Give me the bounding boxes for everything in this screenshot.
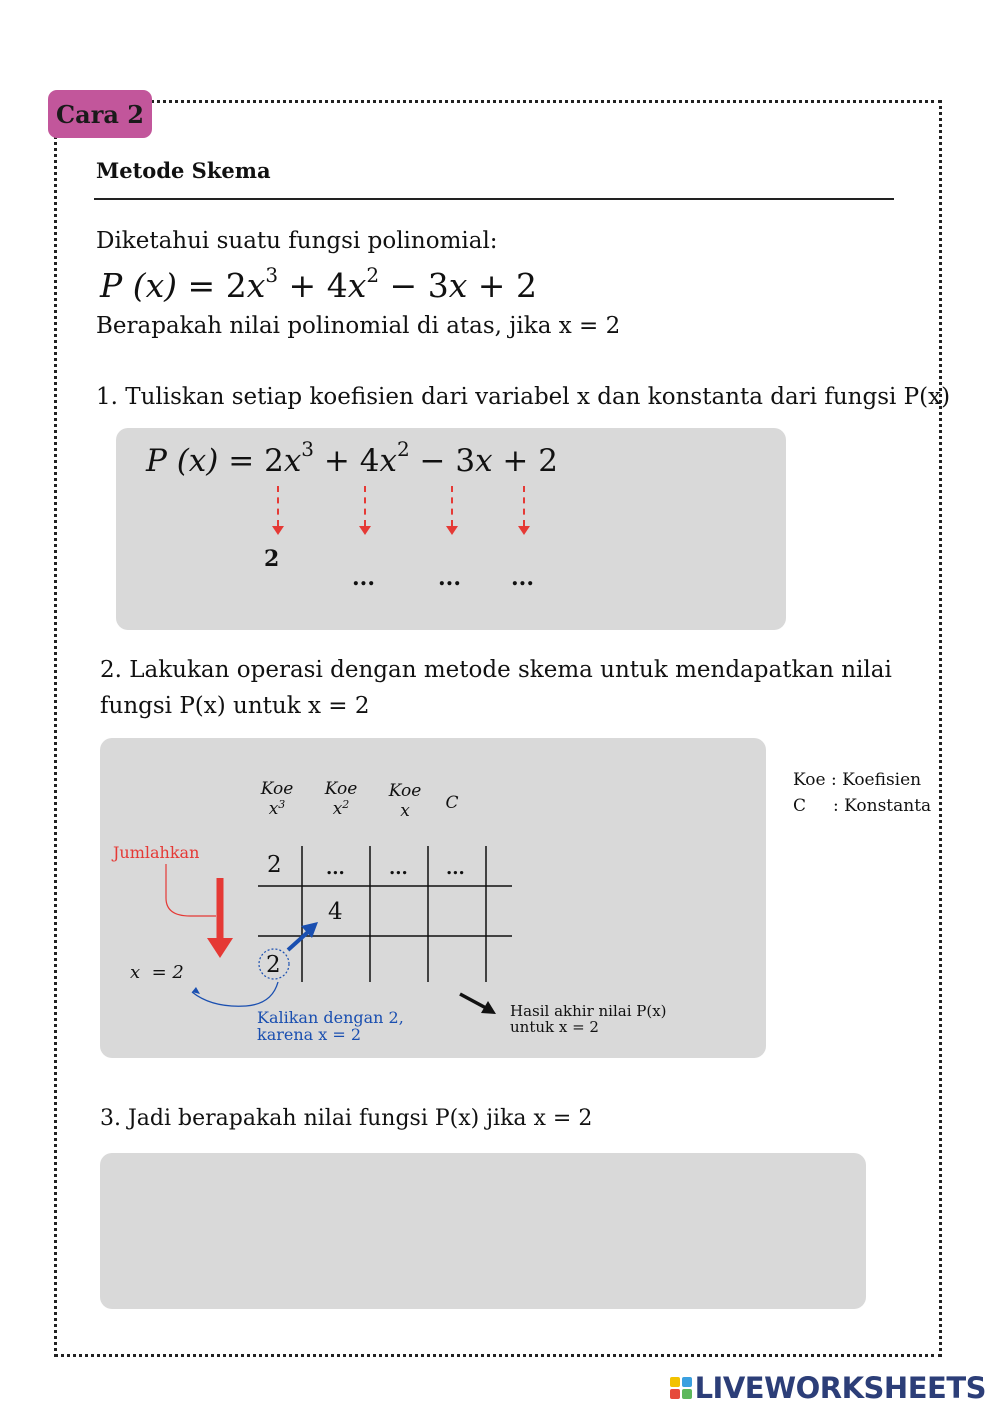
intro-text: Diketahui suatu fungsi polinomial: bbox=[96, 228, 498, 254]
section-title: Metode Skema bbox=[96, 158, 271, 183]
kalikan-note-line2: karena x = 2 bbox=[257, 1025, 362, 1044]
s1-t2-var: x bbox=[379, 443, 397, 479]
step3-instruction: 3. Jadi berapakah nilai fungsi P(x) jika x = 2 bbox=[100, 1106, 593, 1131]
row1-coef-x3: 2 bbox=[267, 852, 282, 878]
coef-x3-value: 2 bbox=[264, 546, 280, 572]
header-x2-exp: 2 bbox=[342, 798, 350, 811]
formula-t3-var: x bbox=[448, 266, 468, 305]
step2-instruction-line1: 2. Lakukan operasi dengan metode skema untuk mendapatkan nilai bbox=[100, 657, 892, 683]
step3-answer-box[interactable] bbox=[100, 1153, 866, 1309]
legend-konstanta: C : Konstanta bbox=[793, 796, 932, 816]
liveworksheets-logo bbox=[670, 1371, 986, 1405]
step2-instruction-line2: fungsi P(x) untuk x = 2 bbox=[100, 693, 370, 719]
dashed-arrow-4 bbox=[523, 486, 525, 526]
formula-t3-coef: 3 bbox=[427, 266, 449, 305]
formula-t2-exp: 2 bbox=[366, 263, 380, 287]
formula-op3: + bbox=[467, 266, 516, 305]
dashed-arrow-1-head bbox=[272, 526, 284, 535]
hasil-note bbox=[510, 1003, 667, 1035]
formula-t4: 2 bbox=[515, 266, 537, 305]
row1-constant-blank[interactable]: ... bbox=[446, 858, 465, 879]
formula-t2-coef: 4 bbox=[326, 266, 348, 305]
coef-x-blank[interactable]: ... bbox=[438, 565, 461, 591]
logo-square-green bbox=[682, 1389, 692, 1399]
row1-coef-x-blank[interactable]: ... bbox=[389, 858, 408, 879]
header-x3-exp: 3 bbox=[278, 798, 286, 811]
s1-t3-var: x bbox=[475, 443, 493, 479]
step1-instruction: 1. Tuliskan setiap koefisien dari variabel x dan konstanta dari fungsi P(x) bbox=[96, 384, 951, 410]
multiply-arrow-shaft bbox=[288, 932, 308, 950]
formula-t1-coef: 2 bbox=[225, 266, 247, 305]
method-badge: Cara 2 bbox=[48, 90, 152, 138]
logo-text: LIVEWORKSHEETS bbox=[694, 1371, 986, 1405]
formula-t2-var: x bbox=[347, 266, 367, 305]
s1-t3-coef: 3 bbox=[455, 443, 476, 479]
s1-t2-coef: 4 bbox=[359, 443, 380, 479]
s1-lhs: P (x) = bbox=[146, 443, 265, 479]
formula-t1-var: x bbox=[246, 266, 266, 305]
logo-square-yellow bbox=[670, 1377, 680, 1387]
polynomial-formula bbox=[100, 263, 537, 305]
jumlahkan-curve bbox=[166, 864, 216, 916]
dashed-arrow-4-head bbox=[518, 526, 530, 535]
formula-lhs: P (x) = bbox=[100, 266, 226, 305]
sum-arrow-head bbox=[207, 938, 233, 958]
hasil-note-line2: untuk x = 2 bbox=[510, 1018, 599, 1036]
header-koe-x3-top: Koe bbox=[260, 779, 294, 799]
legend-koefisien: Koe : Koefisien bbox=[793, 770, 922, 790]
logo-grid-icon bbox=[670, 1377, 692, 1399]
s1-t1-var: x bbox=[283, 443, 302, 479]
dashed-arrow-3-head bbox=[446, 526, 458, 535]
s1-t1-exp: 3 bbox=[301, 437, 315, 461]
s1-op3: + bbox=[492, 443, 539, 479]
jumlahkan-label: Jumlahkan bbox=[113, 843, 200, 862]
dashed-arrow-2-head bbox=[359, 526, 371, 535]
logo-square-red bbox=[670, 1389, 680, 1399]
kalikan-note-line1: Kalikan dengan 2, bbox=[257, 1008, 404, 1027]
dashed-arrow-1 bbox=[277, 486, 279, 526]
coef-x2-blank[interactable]: ... bbox=[352, 565, 375, 591]
header-x3-var: x bbox=[268, 799, 279, 819]
header-koe-x2-top: Koe bbox=[324, 779, 358, 799]
header-constant: C bbox=[445, 793, 459, 813]
kalikan-note bbox=[257, 1009, 404, 1043]
formula-t1-exp: 3 bbox=[265, 263, 279, 287]
s1-op2: − bbox=[409, 443, 456, 479]
header-x2-var: x bbox=[332, 799, 343, 819]
row2-value: 4 bbox=[328, 899, 343, 925]
step1-formula bbox=[146, 437, 558, 479]
result-arrow-shaft bbox=[460, 994, 486, 1008]
formula-op1: + bbox=[278, 266, 327, 305]
s1-t4: 2 bbox=[538, 443, 558, 479]
s1-t1-coef: 2 bbox=[264, 443, 284, 479]
header-koe-x-top: Koe bbox=[388, 781, 422, 801]
row1-coef-x2-blank[interactable]: ... bbox=[326, 858, 345, 879]
s1-t2-exp: 2 bbox=[396, 437, 410, 461]
x-equals-label: x = 2 bbox=[130, 962, 184, 983]
dashed-arrow-2 bbox=[364, 486, 366, 526]
title-divider bbox=[94, 198, 894, 200]
constant-blank[interactable]: ... bbox=[511, 565, 534, 591]
dashed-arrow-3 bbox=[451, 486, 453, 526]
logo-square-blue bbox=[682, 1377, 692, 1387]
s1-op1: + bbox=[314, 443, 360, 479]
kalikan-curve bbox=[192, 982, 278, 1006]
formula-op2: − bbox=[379, 266, 428, 305]
header-koe-x-bottom: x bbox=[400, 801, 410, 821]
question-text: Berapakah nilai polinomial di atas, jika x = 2 bbox=[96, 313, 621, 339]
row3-value: 2 bbox=[266, 952, 281, 978]
hasil-note-line1: Hasil akhir nilai P(x) bbox=[510, 1002, 667, 1020]
